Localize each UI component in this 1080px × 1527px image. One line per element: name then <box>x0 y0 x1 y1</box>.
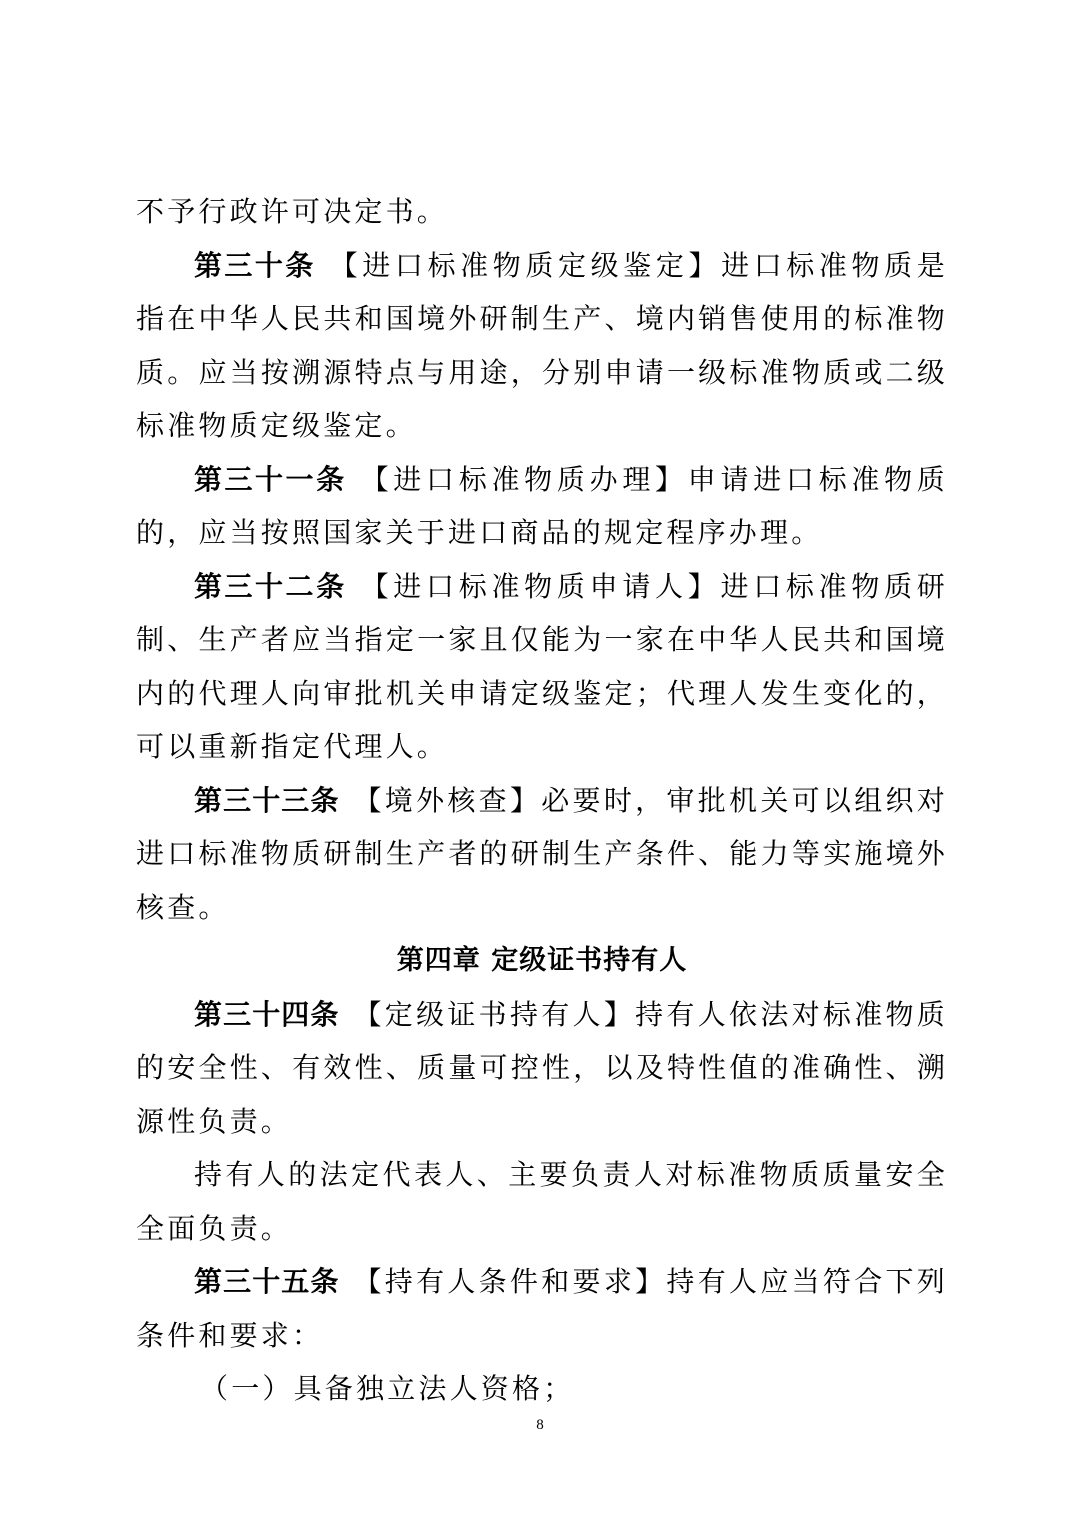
article-number: 第三十条 <box>194 248 316 282</box>
article-30 <box>136 239 948 453</box>
article-text: 【进口标准物质申请人】进口标准物质研制、生产者应当指定一家且仅能为一家在中华人民共和国境内的代理人向审批机关申请定级鉴定；代理人发生变化的，可以重新指定代理人。 <box>136 569 948 763</box>
article-text: 【持有人条件和要求】持有人应当符合下列条件和要求： <box>136 1265 948 1352</box>
article-number: 第三十三条 <box>194 783 340 817</box>
paragraph-legal-representative <box>136 1148 948 1255</box>
page-number: 8 <box>536 1417 544 1433</box>
article-number: 第三十五条 <box>194 1265 340 1298</box>
article-32 <box>136 560 948 774</box>
paragraph-text: 持有人的法定代表人、主要负责人对标准物质质量安全全面负责。 <box>136 1158 948 1245</box>
article-31 <box>136 453 948 560</box>
paragraph-continuation <box>136 185 948 239</box>
article-number: 第三十四条 <box>194 997 340 1031</box>
article-text: 【进口标准物质定级鉴定】进口标准物质是指在中华人民共和国境外研制生产、境内销售使用的标准物质。应当按溯源特点与用途，分别申请一级标准物质或二级标准物质定级鉴定。 <box>136 248 948 442</box>
chapter-heading: 第四章 定级证书持有人 <box>396 945 688 976</box>
paragraph-text: 不予行政许可决定书。 <box>136 195 449 228</box>
document-body <box>136 185 948 1416</box>
article-34 <box>136 988 948 1149</box>
list-item-1 <box>136 1362 948 1416</box>
article-33 <box>136 774 948 935</box>
article-text: 【进口标准物质办理】申请进口标准物质的，应当按照国家关于进口商品的规定程序办理。 <box>136 462 948 549</box>
article-35 <box>136 1255 948 1362</box>
list-item-text: （一）具备独立法人资格； <box>200 1372 575 1405</box>
article-text: 【境外核查】必要时，审批机关可以组织对进口标准物质研制生产者的研制生产条件、能力等实施境外核查。 <box>136 783 948 924</box>
article-number: 第三十一条 <box>194 462 347 496</box>
article-text: 【定级证书持有人】持有人依法对标准物质的安全性、有效性、质量可控性，以及特性值的准确性、溯源性负责。 <box>136 997 948 1138</box>
article-number: 第三十二条 <box>194 569 347 603</box>
